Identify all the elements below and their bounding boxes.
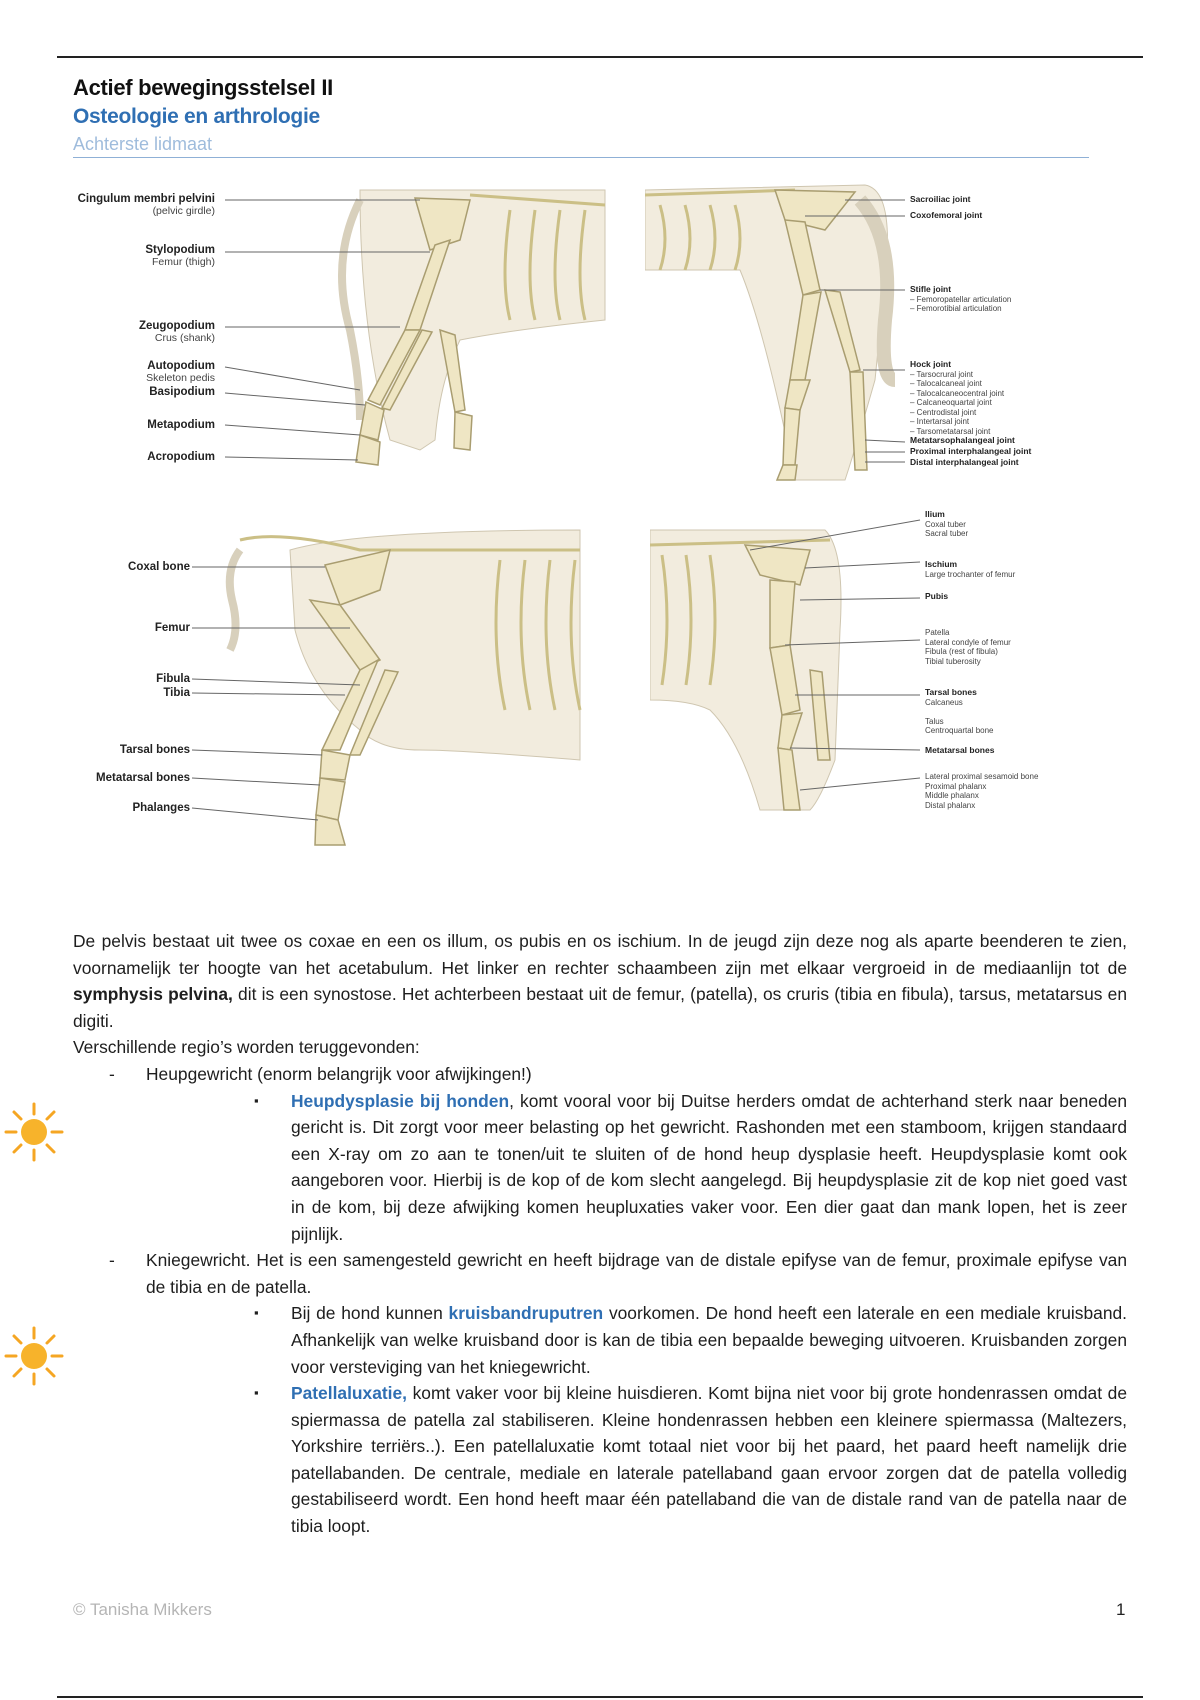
label-metatarsal-bones: Metatarsal bones <box>96 772 190 784</box>
page-title: Actief bewegingsstelsel II <box>73 75 333 100</box>
list-item-knee: - Kniegewricht. Het is een samengesteld gewricht en heeft bijdrage van de distale epifyse van de femur, proximale epifyse van de tibia en de patella. <box>109 1250 1127 1297</box>
top-rule <box>57 56 1143 58</box>
label-tarsal-bones: Tarsal bones <box>119 744 190 756</box>
label-zeugopodium: Zeugopodium Crus (shank) <box>138 320 215 344</box>
label-coxal-bone: Coxal bone <box>128 561 190 573</box>
footer-copyright: © Tanisha Mikkers <box>73 1600 212 1619</box>
label-pubis: Pubis <box>925 591 949 601</box>
label-femur: Femur <box>154 622 190 634</box>
label-acropodium: Acropodium <box>147 451 215 463</box>
term-patella-luxation: Patellaluxatie, <box>291 1383 407 1404</box>
label-fibula: Fibula <box>156 673 190 685</box>
section-heading: Achterste lidmaat <box>73 132 1089 158</box>
label-metatarsophalangeal-joint: Metatarsophalangeal joint <box>910 435 1015 445</box>
label-stylopodium: Stylopodium Femur (thigh) <box>145 244 215 268</box>
label-proximal-interphalangeal-joint: Proximal interphalangeal joint <box>910 446 1032 456</box>
label-ilium: Ilium Coxal tuber Sacral tuber <box>925 509 969 538</box>
sun-marker-icon <box>2 1324 66 1388</box>
label-autopodium: Autopodium Skeleton pedis <box>146 360 215 384</box>
page-header <box>73 74 1089 158</box>
horse-skeleton-illustration <box>645 180 1140 500</box>
sub-item-hip-dysplasia: ▪ Heupdysplasie bij honden, komt vooral voor bij Duitse herders omdat de achterhand sterk naar beneden gericht is. Dit zorgt voor meer belasting op het gewricht. Rashonden met een stamboom, krijgen standaard een X-ray om zo aan te tonen/uit te sluiten of de hond heup dysplasie heeft. Heupdysplasie komt ook aangeboren voor. Hierbij is de kop of de kom slecht aangelegd. Bij heupdysplasie zit de kop niet goed vast in de kom, bij deze afwijking komen heupluxaties vaker voor. Een dier gaat dan mank lopen, het is zeer pijnlijk. <box>254 1090 1127 1244</box>
label-hock-joint: Hock joint – Tarsocrural joint – Talocalcaneal joint – Talocalcaneocentral joint – Calcaneoquartal joint – Centrodistal joint – Intertarsal joint – Tarsometatarsal joint <box>910 359 1005 436</box>
label-stifle-joint: Stifle joint – Femoropatellar articulation – Femorotibial articulation <box>910 284 1012 313</box>
label-phalanx-group: Lateral proximal sesamoid bone Proximal phalanx Middle phalanx Distal phalanx <box>925 772 1039 810</box>
label-basipodium: Basipodium <box>149 386 215 398</box>
label-cingulum: Cingulum membri pelvini (pelvic girdle) <box>77 193 215 217</box>
label-patella-group: Patella Lateral condyle of femur Fibula (rest of fibula) Tibial tuberosity <box>925 628 1011 666</box>
bottom-rule <box>57 1696 1143 1698</box>
label-ischium: Ischium Large trochanter of femur <box>925 559 1016 579</box>
body-text <box>73 928 1127 1540</box>
label-distal-interphalangeal-joint: Distal interphalangeal joint <box>910 457 1019 467</box>
label-tibia: Tibia <box>163 687 190 699</box>
page-number: 1 <box>1116 1600 1126 1619</box>
figure-cow-hindlimb <box>650 510 1140 900</box>
anatomy-figure-panel <box>60 180 1140 900</box>
sub-item-cruciate: ▪ Bij de hond kunnen kruisbandruputren voorkomen. De hond heeft een laterale en een mediale kruisband. Afhankelijk van welke kruisband door is kan de tibia een bepaalde beweging uitvoeren. Kruisbanden zorgen voor versteviging van het kniegewricht. <box>254 1303 1127 1377</box>
label-tarsal-bones-cow: Tarsal bones Calcaneus Talus Centroquartal bone <box>925 687 994 735</box>
label-metatarsal-bones-cow: Metatarsal bones <box>925 745 995 755</box>
label-phalanges: Phalanges <box>132 802 190 814</box>
page-subtitle: Osteologie en arthrologie <box>73 105 320 128</box>
cow-skeleton-illustration <box>650 510 1140 900</box>
figure-horse-hindlimb <box>645 180 1140 500</box>
term-hip-dysplasia: Heupdysplasie bij honden <box>291 1090 510 1111</box>
sun-marker-icon <box>2 1100 66 1164</box>
label-sacroiliac-joint: Sacroiliac joint <box>910 194 971 204</box>
paragraph-regions-intro: Verschillende regio’s worden teruggevonden: <box>73 1037 420 1058</box>
list-item-hip: - Heupgewricht (enorm belangrijk voor afwijkingen!) <box>109 1063 532 1084</box>
term-cruciate-rupture: kruisbandruputren <box>448 1303 604 1324</box>
label-metapodium: Metapodium <box>147 419 215 431</box>
paragraph-pelvis: De pelvis bestaat uit twee os coxae en een os illum, os pubis en os ischium. In de jeugd zijn deze nog als aparte beenderen te zien, voornamelijk ter hoogte van het acetabulum. Het linker en rechter schaambeen zijn met elkaar vergroeid in de mediaanlijn tot de symphysis pelvina, dit is een synostose. Het achterbeen bestaat uit de femur, (patella), os cruris (tibia en fibula), tarsus, metatarsus en digiti. <box>73 931 1127 1031</box>
label-coxofemoral-joint: Coxofemoral joint <box>910 210 983 220</box>
figure-pig-hindlimb <box>60 510 620 900</box>
figure-dog-hindlimb <box>60 180 620 490</box>
sub-item-patella-luxation: ▪ Patellaluxatie, komt vaker voor bij kleine huisdieren. Komt bijna niet voor bij grote hondenrassen omdat de spiermassa de patella zal stabiliseren. Kleine hondenrassen hebben een kleinere spiermassa (Maltezers, Yorkshire terriërs..). Een patellaluxatie komt totaal niet voor bij het paard, het paard heeft namelijk drie patellabanden. De centrale, mediale en laterale patellaband gaan ervoor zorgen dat de patella volledig gestabiliseerd wordt. Een hond heeft maar één patellaband die van de distale rand van de patella naar de tibia loopt. <box>254 1383 1127 1537</box>
